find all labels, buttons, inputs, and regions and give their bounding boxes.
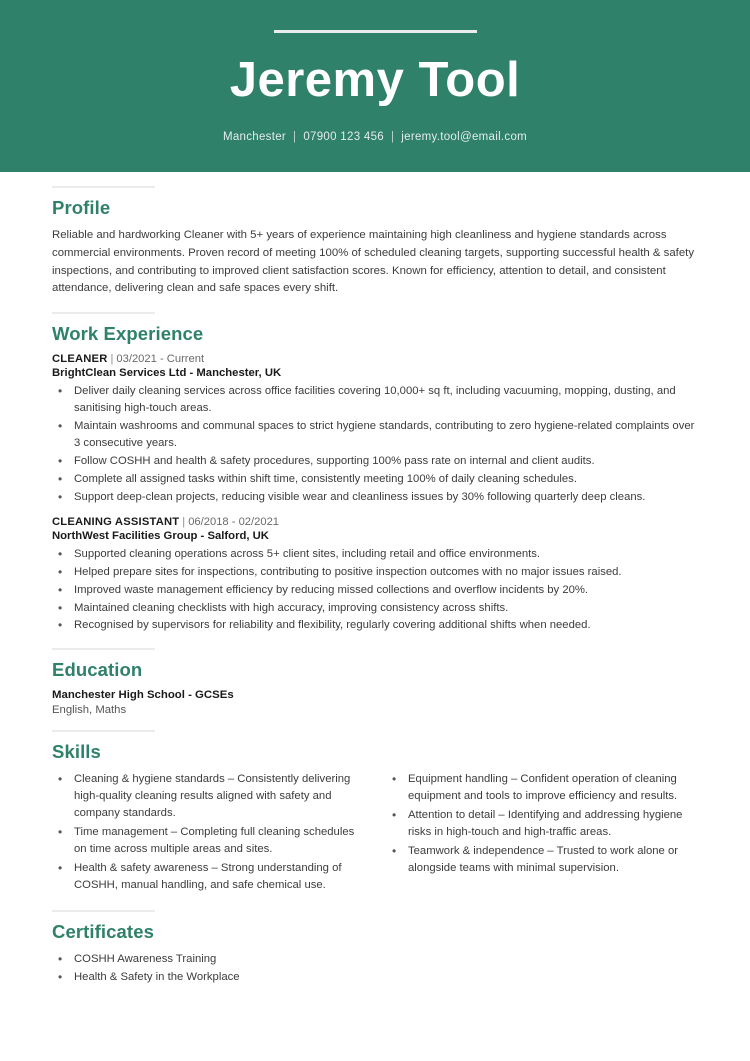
job-role-line — [52, 353, 698, 365]
section-title-certificates: Certificates — [52, 920, 154, 942]
job-bullet: • Maintain washrooms and communal spaces to strict hygiene standards, contributing to zero hygiene-related complaints over 3 consecutive years. — [52, 418, 698, 452]
section-divider — [52, 186, 155, 188]
job-bullet: • Maintained cleaning checklists with high accuracy, improving consistency across shifts. — [52, 600, 698, 617]
section-divider — [52, 910, 155, 912]
job-bullet: • Supported cleaning operations across 5+ client sites, including retail and office environments. — [52, 546, 698, 563]
job-dates: 06/2018 - 02/2021 — [188, 515, 280, 528]
section-certificates — [52, 910, 698, 986]
section-divider — [52, 730, 155, 732]
job-dates: 03/2021 - Current — [116, 353, 205, 366]
education-entry — [52, 689, 698, 716]
job-bullet: • Recognised by supervisors for reliability and flexibility, regularly covering additional shifts when needed. — [52, 617, 698, 634]
section-title-profile: Profile — [52, 197, 111, 218]
certificate-item: • COSHH Awareness Training — [52, 951, 698, 968]
job-role: CLEANING ASSISTANT — [52, 515, 180, 528]
section-skills — [52, 730, 698, 896]
job-bullet-list — [52, 383, 698, 506]
contact-separator-1: | — [293, 131, 297, 144]
section-divider — [52, 312, 155, 314]
job-bullet: • Improved waste management efficiency by reducing missed collections and overflow incidents by 20%. — [52, 582, 698, 599]
section-education — [52, 648, 698, 716]
section-title-education: Education — [52, 659, 143, 681]
skill-item: • Teamwork & independence – Trusted to work alone or alongside teams with minimal supervision. — [386, 843, 698, 877]
profile-text: Reliable and hardworking Cleaner with 5+ years of experience maintaining high cleanliness and hygiene standards across commercial environments. Proven record of meeting 100% of scheduled cleaning targets, supporting successful health & safety inspections, and contributing to improved client satisfaction scores. Known for efficiency, attention to detail, and consistent attendance, delivering clean and safe spaces every shift. — [52, 229, 695, 295]
contact-phone: 07900 123 456 — [303, 131, 384, 144]
job-separator: | — [110, 353, 114, 366]
skills-list-right — [386, 771, 698, 877]
section-title-work-experience: Work Experience — [52, 323, 204, 345]
skill-item: • Attention to detail – Identifying and addressing hygiene risks in high-touch and high-traffic areas. — [386, 807, 698, 841]
skills-columns — [52, 771, 698, 896]
contact-email: jeremy.tool@email.com — [401, 131, 528, 144]
section-work-experience — [52, 312, 698, 634]
job-bullet: • Deliver daily cleaning services across office facilities covering 10,000+ sq ft, including vacuuming, mopping, dusting, and sanitising high-touch areas. — [52, 383, 698, 417]
section-profile — [52, 186, 698, 298]
contact-line — [223, 131, 527, 143]
skills-column-left — [52, 771, 364, 896]
job-role-line — [52, 516, 698, 528]
job-bullet: • Support deep-clean projects, reducing visible wear and cleanliness issues by 30% following quarterly deep cleans. — [52, 489, 698, 506]
skill-item: • Health & safety awareness – Strong understanding of COSHH, manual handling, and safe chemical use. — [52, 860, 364, 894]
job-employer: NorthWest Facilities Group - Salford, UK — [52, 529, 269, 542]
header-top-rule — [274, 30, 477, 33]
resume-body — [0, 186, 750, 986]
section-title-skills: Skills — [52, 741, 101, 763]
job-entry — [52, 353, 698, 506]
skill-item: • Equipment handling – Confident operation of cleaning equipment and tools to improve efficiency and results. — [386, 771, 698, 805]
job-role: CLEANER — [52, 353, 108, 366]
education-subjects: English, Maths — [52, 704, 127, 717]
contact-separator-2: | — [390, 131, 395, 144]
skill-item: • Cleaning & hygiene standards – Consistently delivering high-quality cleaning results aligned with safety and company standards. — [52, 771, 364, 822]
job-entry — [52, 516, 698, 635]
resume-header-banner — [0, 0, 750, 172]
job-bullet: • Helped prepare sites for inspections, contributing to positive inspection outcomes with no major issues raised. — [52, 564, 698, 581]
job-employer: BrightClean Services Ltd - Manchester, UK — [52, 367, 282, 380]
contact-location: Manchester — [222, 131, 287, 144]
education-school: Manchester High School - GCSEs — [52, 689, 234, 702]
skills-list-left — [52, 771, 364, 894]
skill-item: • Time management – Completing full cleaning schedules on time across multiple areas and sites. — [52, 824, 364, 858]
skills-column-right — [386, 771, 698, 896]
job-bullet: • Follow COSHH and health & safety procedures, supporting 100% pass rate on internal and client audits. — [52, 453, 698, 470]
candidate-name: Jeremy Tool — [229, 53, 521, 107]
certificate-item: • Health & Safety in the Workplace — [52, 969, 698, 986]
job-bullet-list — [52, 546, 698, 635]
certificates-list — [52, 951, 698, 986]
job-separator: | — [182, 515, 186, 528]
section-divider — [52, 648, 155, 650]
job-bullet: • Complete all assigned tasks within shift time, consistently meeting 100% of daily cleaning schedules. — [52, 471, 698, 488]
